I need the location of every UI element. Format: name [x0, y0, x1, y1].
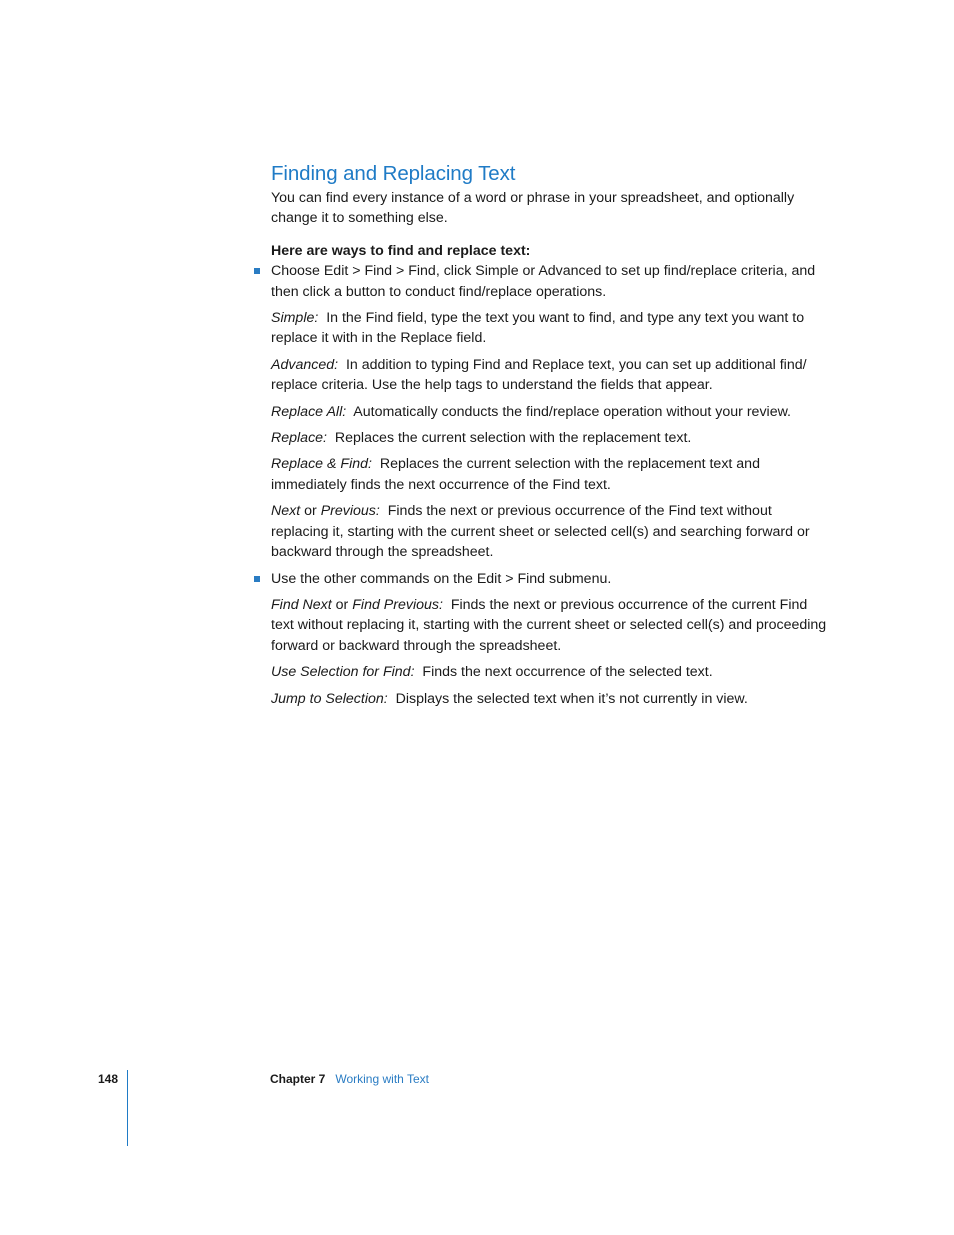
term-or: or	[304, 503, 317, 520]
term-label: Advanced:	[271, 356, 339, 373]
term-desc: Finds the next occurrence of the selected text.	[422, 664, 713, 681]
term-desc: Automatically conducts the find/replace operation without your review.	[353, 403, 791, 420]
term-desc: Displays the selected text when it’s not currently in view.	[395, 690, 748, 707]
term-or: or	[335, 596, 349, 613]
term-advanced	[271, 355, 831, 396]
bullet-text: Use the other commands on the Edit > Find submenu.	[271, 570, 612, 587]
bullet-item-find-dialog	[271, 261, 831, 302]
chapter-title-link[interactable]: Working with Text	[335, 1072, 429, 1086]
bullet-text: Choose Edit > Find > Find, click Simple or Advanced to set up find/replace criteria, and then click a button to conduct find/replace operations.	[271, 263, 816, 300]
term-label: Replace All:	[271, 403, 347, 420]
term-replace	[271, 428, 831, 448]
term-replace-all	[271, 402, 831, 422]
footer-divider	[127, 1070, 128, 1146]
page-number: 148	[98, 1072, 119, 1086]
footer-chapter	[270, 1072, 429, 1086]
term-desc: Replaces the current selection with the replacement text and immediately finds the next occurrence of the Find text.	[271, 456, 760, 493]
term-label: Replace:	[271, 430, 327, 447]
term-desc: Replaces the current selection with the replacement text.	[334, 430, 692, 447]
term-desc: In addition to typing Find and Replace text, you can set up additional find/ replace criteria. Use the help tags to understand the fields that appear.	[271, 356, 807, 394]
bullet-square-icon	[254, 576, 260, 582]
term-label: Replace & Find:	[271, 456, 372, 473]
term-label: Simple:	[271, 310, 319, 327]
term-label: Use Selection for Find:	[271, 664, 415, 681]
term-desc: In the Find field, type the text you want to find, and type any text you want to replace it with in the Replace field.	[271, 310, 805, 347]
page-content	[271, 160, 831, 709]
term-label-a: Next	[271, 503, 301, 520]
term-label: Jump to Selection:	[271, 690, 388, 707]
term-find-next-previous	[271, 595, 831, 656]
term-label-a: Find Next	[271, 596, 332, 613]
term-replace-and-find	[271, 454, 831, 495]
bullet-item-find-submenu	[271, 569, 831, 589]
term-simple	[271, 308, 831, 349]
term-use-selection	[271, 662, 831, 682]
intro-paragraph: You can find every instance of a word or phrase in your spreadsheet, and optionally change it to something else.	[271, 190, 795, 227]
section-title: Finding and Replacing Text	[271, 162, 516, 185]
lead-heading: Here are ways to find and replace text:	[271, 242, 531, 259]
term-desc: Finds the next or previous occurrence of the current Find text without replacing it, starting with the current sheet or selected cell(s) and proceeding forward or backward through the spreadsheet.	[271, 596, 827, 654]
term-next-previous	[271, 501, 831, 562]
term-jump-to-selection	[271, 689, 831, 709]
term-label-b: Previous:	[320, 503, 380, 520]
chapter-label: Chapter 7	[270, 1072, 326, 1086]
term-label-b: Find Previous:	[352, 596, 443, 613]
bullet-square-icon	[254, 268, 260, 274]
term-desc: Finds the next or previous occurrence of the Find text without replacing it, starting with the current sheet or selected cell(s) and searching forward or backward through the spreadsheet.	[271, 503, 810, 561]
